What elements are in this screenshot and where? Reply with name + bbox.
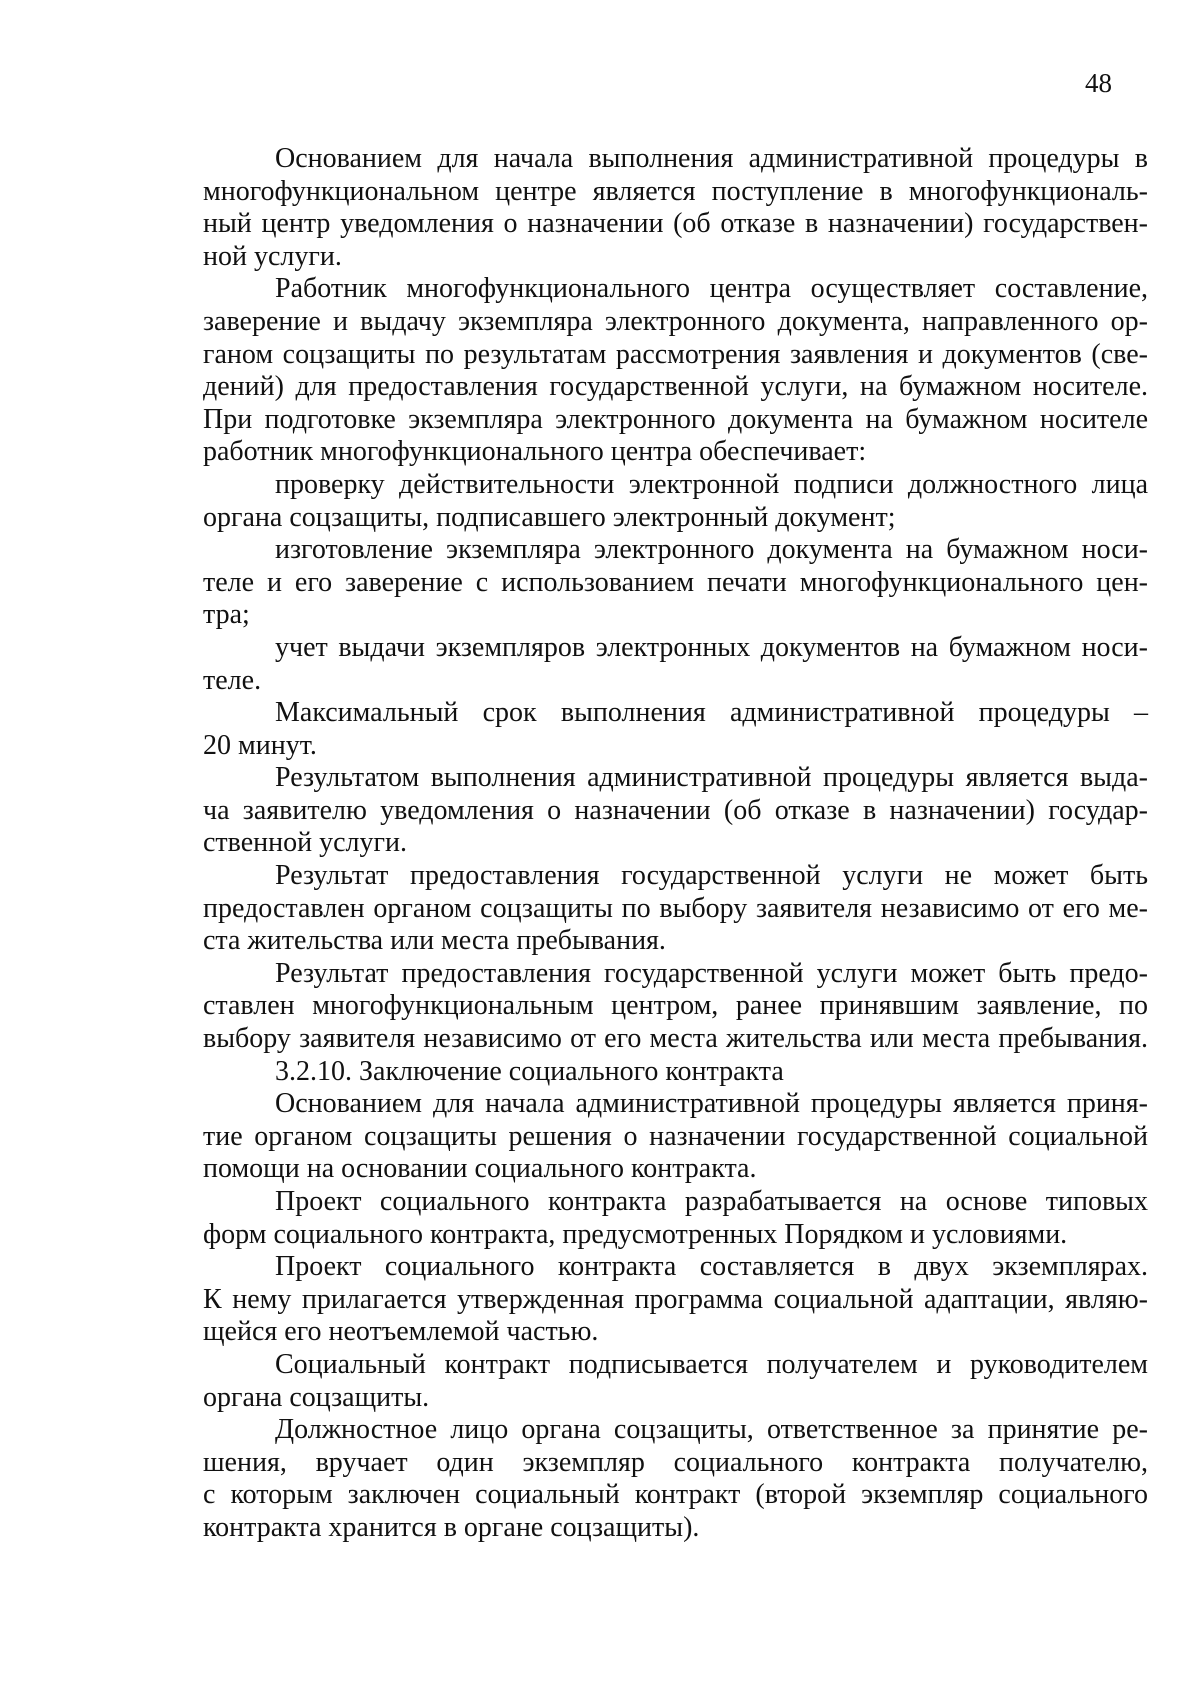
text-line: изготовление экземпляра электронного документа на бумажном носи- <box>275 534 1148 566</box>
text-line: Проект социального контракта разрабатывается на основе типовых <box>275 1186 1148 1217</box>
text-line: Должностное лицо органа соцзащиты, ответственное за принятие ре- <box>275 1414 1148 1446</box>
text-line: К нему прилагается утвержденная программа социальной адаптации, являю- <box>203 1283 1148 1315</box>
text-line: шения, вручает один экземпляр социального контракта получателю, <box>203 1446 1148 1478</box>
text-line: учет выдачи экземпляров электронных документов на бумажном носи- <box>275 631 1148 663</box>
text-line: 20 минут. <box>203 729 317 761</box>
text-line: органа соцзащиты, подписавшего электронный документ; <box>203 501 896 533</box>
text-line: 3.2.10. Заключение социального контракта <box>275 1055 784 1087</box>
text-line: Максимальный срок выполнения административной процедуры – <box>275 697 1148 729</box>
text-line: органа соцзащиты. <box>203 1381 430 1413</box>
text-line: тра; <box>203 599 250 631</box>
text-line: форм социального контракта, предусмотренных Порядком и условиями. <box>203 1218 1068 1250</box>
text-line: ственной услуги. <box>203 827 407 859</box>
text-line: теле и его заверение с использованием печати многофункционального цен- <box>203 566 1148 598</box>
text-line: ганом соцзащиты по результатам рассмотрения заявления и документов (све- <box>203 338 1148 370</box>
text-line: ный центр уведомления о назначении (об отказе в назначении) государствен- <box>203 208 1148 240</box>
text-line: проверку действительности электронной подписи должностного лица <box>275 468 1148 500</box>
text-line: При подготовке экземпляра электронного документа на бумажном носителе <box>203 403 1148 435</box>
text-line: с которым заключен социальный контракт (второй экземпляр социального <box>203 1479 1148 1511</box>
page-number: 48 <box>1085 68 1112 98</box>
text-line: щейся его неотъемлемой частью. <box>203 1316 599 1348</box>
text-line: ста жительства или места пребывания. <box>203 925 666 957</box>
text-line: заверение и выдачу экземпляра электронного документа, направленного ор- <box>203 305 1148 337</box>
text-line: ной услуги. <box>203 240 342 272</box>
text-line: работник многофункционального центра обеспечивает: <box>203 436 867 468</box>
text-line: многофункциональном центре является поступление в многофункциональ- <box>203 175 1148 207</box>
text-line: выбору заявителя независимо от его места жительства или места пребывания. <box>203 1023 1148 1055</box>
text-line: Результатом выполнения административной процедуры является выда- <box>275 762 1148 794</box>
text-line: теле. <box>203 664 262 696</box>
text-line: Основанием для начала административной процедуры является приня- <box>275 1088 1148 1120</box>
text-line: контракта хранится в органе соцзащиты). <box>203 1511 700 1543</box>
text-line: Основанием для начала выполнения административной процедуры в <box>275 143 1148 174</box>
document-body <box>203 143 1148 1545</box>
text-line: Результат предоставления государственной услуги не может быть <box>275 860 1148 892</box>
text-line: Социальный контракт подписывается получателем и руководителем <box>275 1348 1148 1380</box>
text-line: ча заявителю уведомления о назначении (об отказе в назначении) государ- <box>203 794 1148 826</box>
text-line: ставлен многофункциональным центром, ранее принявшим заявление, по <box>203 990 1148 1022</box>
text-line: предоставлен органом соцзащиты по выбору заявителя независимо от его ме- <box>203 892 1148 924</box>
text-line: Результат предоставления государственной услуги может быть предо- <box>275 957 1148 989</box>
text-line: тие органом соцзащиты решения о назначении государственной социальной <box>203 1120 1148 1152</box>
text-line: дений) для предоставления государственной услуги, на бумажном носителе. <box>203 371 1148 403</box>
text-line: помощи на основании социального контракта. <box>203 1153 757 1185</box>
text-line: Проект социального контракта составляется в двух экземплярах. <box>275 1251 1148 1283</box>
text-line: Работник многофункционального центра осуществляет составление, <box>275 273 1148 305</box>
